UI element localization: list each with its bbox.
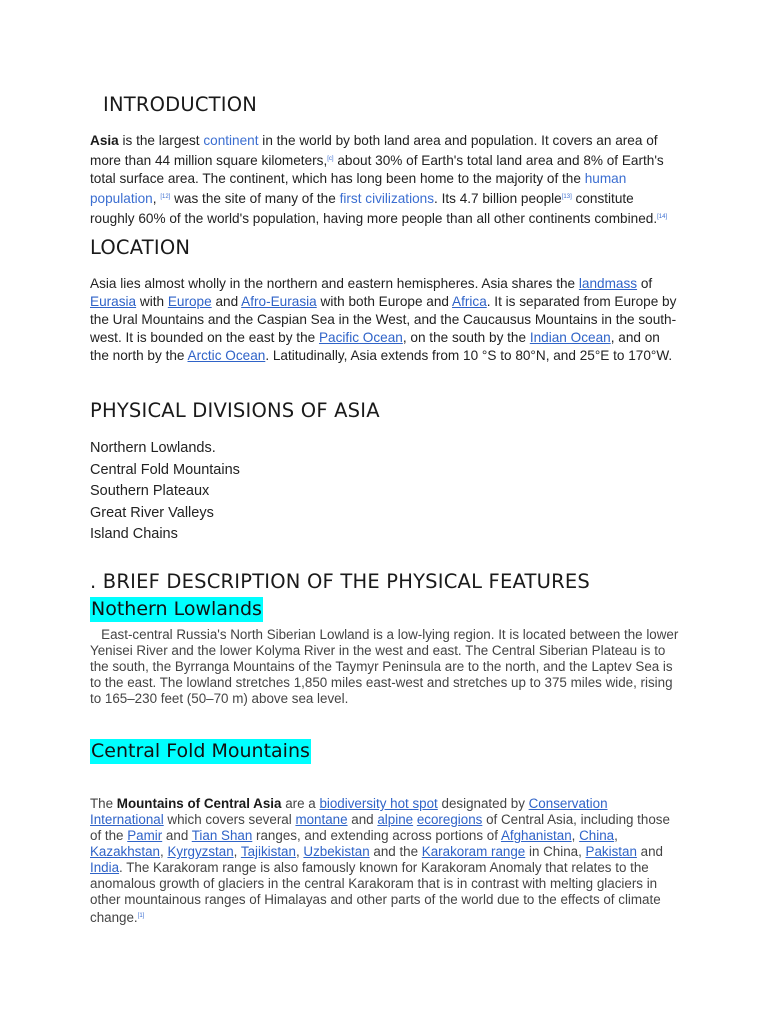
physical-divisions-heading: PHYSICAL DIVISIONS OF ASIA	[90, 399, 380, 422]
citation-13[interactable]: [13]	[561, 194, 572, 200]
text-run: is the largest	[118, 133, 204, 148]
location-heading: LOCATION	[90, 236, 191, 259]
list-item: Great River Valleys	[90, 504, 214, 521]
europe-link[interactable]: Europe	[167, 294, 212, 309]
eurasia-link[interactable]: Eurasia	[90, 294, 137, 309]
text-run: was the site of many of the	[170, 191, 340, 206]
list-item: Southern Plateaux	[90, 483, 210, 500]
northern-lowlands-paragraph: East-central Russia's North Siberian Lowland is a low-lying region. It is located between the lower Yenisei River and the lower Kolyma River in the west and east. The Central Siberian Plateau is to the south, the Byrranga Mountains of the Taymyr Peninsula are to the north, and the Laptev Sea is to the east. The lowland stretches 1,850 miles east-west and stretches up to 375 miles wide, rising to 165–230 feet (50–70 m) above sea level.	[90, 627, 682, 706]
text-run: in China,	[525, 844, 586, 859]
montane-link[interactable]: montane	[295, 812, 348, 827]
location-paragraph	[90, 275, 680, 365]
central-fold-paragraph	[90, 796, 680, 926]
biodiversity-link[interactable]: biodiversity hot spot	[319, 796, 438, 811]
text-run: . Latitudinally, Asia extends from 10 °S to 80°N, and 25°E to 170°W.	[265, 348, 673, 363]
text-run: of Central Asia, including those of the	[90, 812, 670, 843]
text-run: about 30% of Earth's total land area and 8% of Earth's total surface area. The continent, which has long been home to the majority of the	[90, 153, 664, 186]
citation-c[interactable]: [c]	[327, 156, 334, 162]
text-run: ,	[159, 844, 168, 859]
landmass-link[interactable]: landmass	[578, 276, 638, 291]
list-item: Northern Lowlands.	[90, 440, 216, 456]
introduction-paragraph	[90, 132, 680, 228]
text-run: designated by	[437, 796, 529, 811]
text-run: which covers several	[163, 812, 296, 827]
text-run: , on the south by the	[402, 330, 530, 345]
human-population-link[interactable]: human population	[90, 171, 627, 206]
text-run: and	[636, 844, 663, 859]
pacific-ocean-link[interactable]: Pacific Ocean	[318, 330, 403, 345]
karakoram-range-link[interactable]: Karakoram range	[421, 844, 526, 859]
first-civilizations-link[interactable]: first civilizations	[339, 191, 435, 206]
mountains-bold: Mountains of Central Asia	[116, 796, 282, 811]
central-fold-mountains-heading: Central Fold Mountains	[91, 740, 310, 762]
alpine-link[interactable]: alpine	[377, 812, 414, 827]
citation-1[interactable]: [1]	[137, 913, 145, 919]
brief-description-heading: . BRIEF DESCRIPTION OF THE PHYSICAL FEATURES	[90, 570, 590, 593]
text-run: ,	[571, 828, 580, 843]
continent-link[interactable]: continent	[203, 133, 259, 148]
text-run: in the world by both land area and population. It covers an area of more than 44 million square kilometers,	[90, 133, 658, 168]
pamir-link[interactable]: Pamir	[127, 828, 163, 843]
text-run: and	[211, 294, 242, 309]
conservation-international-link[interactable]: Conservation International	[90, 796, 608, 827]
text-run: ranges, and extending across portions of	[252, 828, 501, 843]
text-run: constitute roughly 60% of the world's population, having more people than all other continents combined.	[90, 191, 658, 226]
text-run: and	[347, 812, 378, 827]
list-item: Central Fold Mountains	[90, 461, 240, 478]
text-run: Asia lies almost wholly in the northern and eastern hemispheres. Asia shares the	[90, 276, 579, 291]
text-run: ,	[233, 844, 241, 859]
text-run: are a	[281, 796, 320, 811]
text-run: with	[136, 294, 168, 309]
text-run: The	[90, 796, 117, 811]
text-run: ,	[614, 828, 618, 843]
afghanistan-link[interactable]: Afghanistan	[500, 828, 572, 843]
text-run: ,	[295, 844, 304, 859]
text-run: and the	[369, 844, 422, 859]
northern-lowlands-heading: Nothern Lowlands	[91, 598, 262, 620]
citation-14[interactable]: [14]	[657, 214, 668, 220]
india-link[interactable]: India	[90, 860, 120, 875]
citation-12[interactable]: [12]	[160, 194, 171, 200]
kyrgyzstan-link[interactable]: Kyrgyzstan	[167, 844, 234, 859]
physical-divisions-list	[90, 438, 240, 546]
arctic-ocean-link[interactable]: Arctic Ocean	[187, 348, 266, 363]
text-run: with both Europe and	[316, 294, 452, 309]
text-run: of	[637, 276, 653, 291]
china-link[interactable]: China	[579, 828, 615, 843]
asia-bold: Asia	[90, 133, 119, 148]
text-run: , and on the north by the	[90, 330, 660, 363]
uzbekistan-link[interactable]: Uzbekistan	[303, 844, 370, 859]
afro-eurasia-link[interactable]: Afro-Eurasia	[241, 294, 317, 309]
introduction-heading: INTRODUCTION	[103, 93, 258, 116]
pakistan-link[interactable]: Pakistan	[585, 844, 637, 859]
text-run: ,	[152, 191, 157, 206]
text-run: and	[162, 828, 192, 843]
kazakhstan-link[interactable]: Kazakhstan	[90, 844, 160, 859]
text-run: . It is separated from Europe by the Ural Mountains and the Caspian Sea in the West, and the Caucausus Mountains in the south-west. It is bounded on the east by the	[90, 294, 677, 345]
text-run: . Its 4.7 billion people	[434, 191, 562, 206]
tajikistan-link[interactable]: Tajikistan	[240, 844, 296, 859]
text-run: . The Karakoram range is also famously known for Karakoram Anomaly that relates to the anomalous growth of glaciers in the central Karakoram that is in contrast with melting glaciers in other mountainous ranges of Himalayas and other parts of the world due to the effects of climate change.	[90, 860, 661, 925]
ecoregions-link[interactable]: ecoregions	[416, 812, 483, 827]
list-item: Island Chains	[90, 526, 178, 543]
africa-link[interactable]: Africa	[452, 294, 487, 309]
indian-ocean-link[interactable]: Indian Ocean	[529, 330, 611, 345]
tian-shan-link[interactable]: Tian Shan	[191, 828, 253, 843]
